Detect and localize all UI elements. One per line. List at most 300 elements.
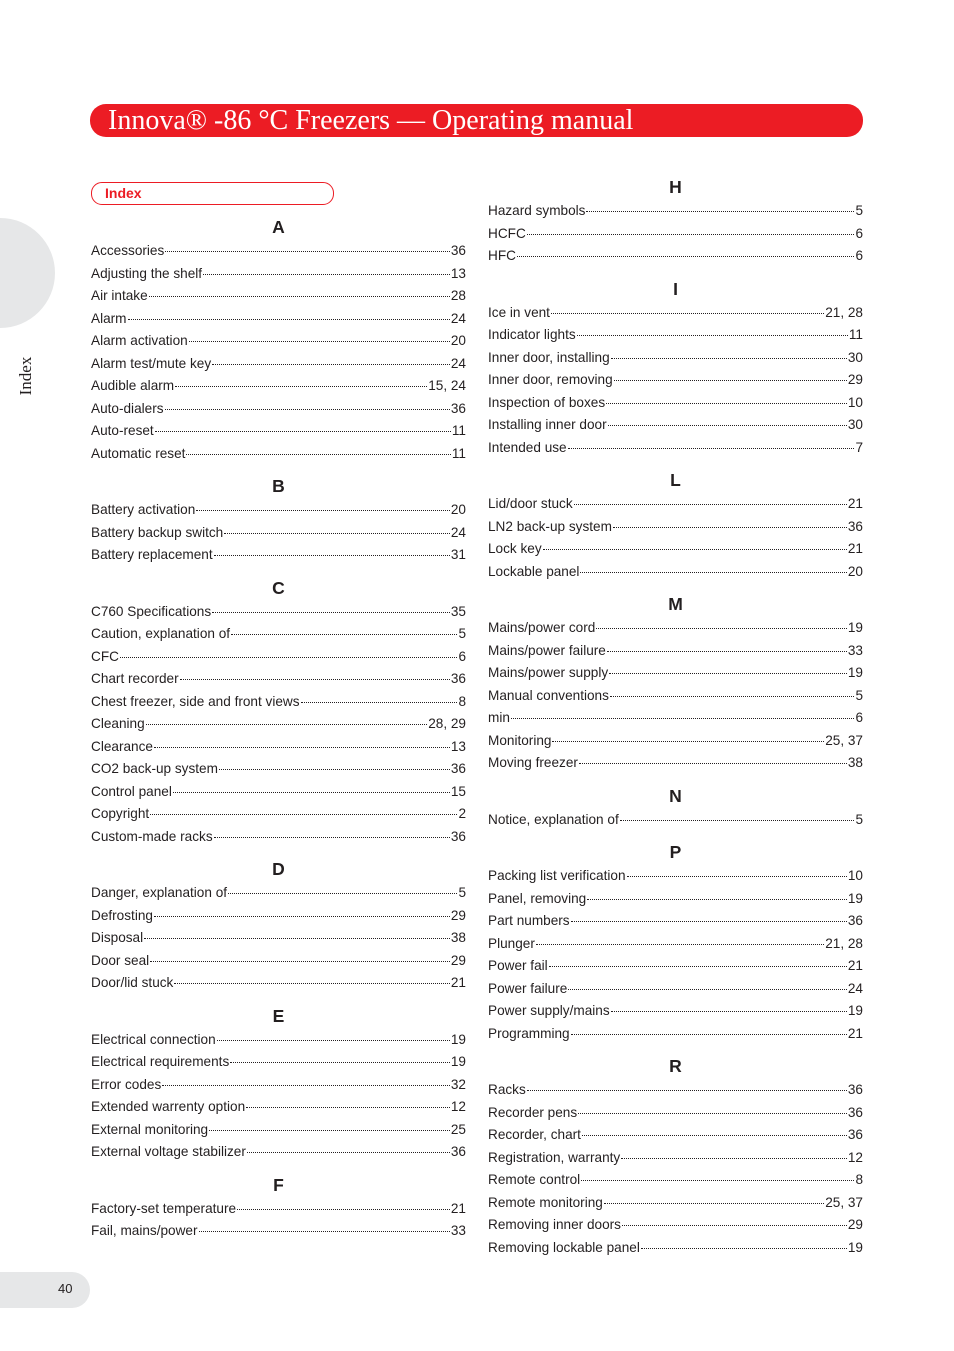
index-entry-pages: 32 bbox=[450, 1076, 466, 1092]
dot-leader bbox=[228, 893, 457, 894]
index-entry bbox=[488, 865, 863, 888]
index-entry-pages: 19 bbox=[450, 1031, 466, 1047]
index-letter-heading: R bbox=[669, 1056, 682, 1076]
index-entry bbox=[91, 1220, 466, 1243]
index-entry-pages: 21 bbox=[450, 1200, 466, 1216]
index-entry-pages: 6 bbox=[458, 648, 466, 664]
index-entry-pages: 21 bbox=[847, 496, 863, 511]
index-entry-term: Defrosting bbox=[91, 907, 153, 923]
index-entry-pages: 36 bbox=[450, 243, 466, 258]
index-entry bbox=[91, 905, 466, 928]
index-entry bbox=[91, 950, 466, 973]
index-entry-term: Inspection of boxes bbox=[488, 394, 606, 410]
index-letter-heading: E bbox=[272, 1005, 285, 1026]
dot-leader bbox=[577, 335, 848, 336]
index-entry bbox=[488, 662, 863, 685]
index-entry-term: Chart recorder bbox=[91, 671, 179, 686]
index-entry-term: Recorder, chart bbox=[488, 1127, 581, 1142]
index-entry-term: Part numbers bbox=[488, 913, 570, 928]
dot-leader bbox=[237, 1209, 450, 1210]
index-entry bbox=[488, 245, 863, 268]
index-entry-term: Panel, removing bbox=[488, 890, 587, 906]
index-entry bbox=[91, 240, 466, 263]
index-entry bbox=[91, 330, 466, 353]
index-group-n bbox=[488, 783, 863, 840]
index-entry-term: Moving freezer bbox=[488, 755, 578, 770]
index-letter-heading: I bbox=[673, 278, 678, 299]
dot-leader bbox=[527, 234, 855, 235]
index-group-f bbox=[91, 1172, 466, 1251]
dot-leader bbox=[165, 409, 450, 410]
index-letter-heading: M bbox=[668, 594, 683, 614]
index-group-b bbox=[91, 473, 466, 575]
index-entry bbox=[91, 713, 466, 736]
dot-leader bbox=[189, 341, 450, 342]
index-entry bbox=[91, 1096, 466, 1119]
index-entry-term: Air intake bbox=[91, 288, 148, 303]
index-entry-pages: 38 bbox=[450, 930, 466, 945]
dot-leader bbox=[586, 211, 854, 212]
index-entry-term: Indicator lights bbox=[488, 327, 576, 342]
index-entry bbox=[91, 601, 466, 624]
index-entry-pages: 6 bbox=[855, 710, 863, 725]
index-entry-pages: 13 bbox=[450, 738, 466, 754]
index-entry-pages: 25, 37 bbox=[825, 1194, 863, 1210]
index-letter-heading: N bbox=[669, 785, 682, 806]
index-entry-pages: 21, 28 bbox=[825, 304, 863, 320]
side-tab-label: Index bbox=[16, 356, 35, 396]
dot-leader bbox=[549, 966, 847, 967]
index-entry-pages: 29 bbox=[450, 952, 466, 968]
group-spacer bbox=[488, 775, 863, 783]
index-entry-term: Monitoring bbox=[488, 732, 552, 748]
index-entry-pages: 11 bbox=[848, 327, 863, 342]
index-entry-pages: 30 bbox=[847, 417, 863, 432]
index-entry bbox=[488, 538, 863, 561]
index-entry-pages: 8 bbox=[855, 1172, 863, 1187]
index-column-right bbox=[488, 174, 863, 1267]
index-entry bbox=[488, 730, 863, 753]
index-entry-term: Mains/power cord bbox=[488, 620, 596, 635]
group-spacer bbox=[488, 1045, 863, 1053]
dot-leader bbox=[203, 274, 450, 275]
dot-leader bbox=[606, 403, 847, 404]
index-entry-pages: 21 bbox=[847, 541, 863, 556]
index-entry-term: Clearance bbox=[91, 738, 153, 754]
index-entry-term: Programming bbox=[488, 1025, 570, 1041]
index-entry-term: Battery backup switch bbox=[91, 524, 224, 540]
index-entry-pages: 12 bbox=[450, 1099, 466, 1114]
dot-leader bbox=[571, 921, 847, 922]
index-entry-pages: 6 bbox=[855, 225, 863, 241]
index-entry-pages: 38 bbox=[847, 755, 863, 770]
index-entry bbox=[488, 437, 863, 460]
index-letter-heading: B bbox=[272, 476, 285, 496]
dot-leader bbox=[641, 1248, 847, 1249]
dot-leader bbox=[574, 504, 847, 505]
index-entry bbox=[91, 263, 466, 286]
dot-leader bbox=[186, 454, 450, 455]
index-entry-pages: 5 bbox=[855, 687, 863, 703]
index-entry-term: Fail, mains/power bbox=[91, 1223, 198, 1238]
group-spacer bbox=[91, 1164, 466, 1172]
dot-leader bbox=[180, 679, 450, 680]
index-entry-term: Registration, warranty bbox=[488, 1149, 621, 1165]
dot-leader bbox=[580, 572, 846, 573]
index-letter-heading: D bbox=[272, 859, 285, 879]
index-entry-term: Remote control bbox=[488, 1172, 581, 1187]
dot-leader bbox=[175, 386, 427, 387]
index-entry-pages: 21 bbox=[450, 975, 466, 990]
index-entry-pages: 36 bbox=[450, 400, 466, 416]
dot-leader bbox=[162, 1085, 450, 1086]
index-entry bbox=[91, 1051, 466, 1074]
index-entry-term: Copyright bbox=[91, 806, 150, 821]
index-entry-pages: 24 bbox=[450, 310, 466, 326]
index-entry-pages: 15, 24 bbox=[428, 378, 466, 393]
index-entry-term: Chest freezer, side and front views bbox=[91, 693, 300, 709]
index-entry bbox=[91, 522, 466, 545]
index-entry-term: Factory-set temperature bbox=[91, 1200, 237, 1216]
dot-leader bbox=[128, 319, 450, 320]
index-entry-term: Recorder pens bbox=[488, 1104, 578, 1120]
index-entry bbox=[488, 752, 863, 775]
index-entry-pages: 33 bbox=[847, 642, 863, 658]
index-group-p bbox=[488, 839, 863, 1053]
group-spacer bbox=[91, 465, 466, 473]
dot-leader bbox=[230, 1062, 450, 1063]
dot-leader bbox=[581, 1180, 854, 1181]
index-entry bbox=[488, 955, 863, 978]
index-entry bbox=[91, 803, 466, 826]
index-entry-pages: 29 bbox=[450, 907, 466, 923]
index-entry-term: Electrical requirements bbox=[91, 1054, 230, 1069]
index-entry-term: Mains/power supply bbox=[488, 665, 609, 680]
dot-leader bbox=[217, 1040, 450, 1041]
index-entry bbox=[91, 758, 466, 781]
index-entry bbox=[488, 493, 863, 516]
index-entry bbox=[488, 324, 863, 347]
index-entry bbox=[91, 544, 466, 567]
index-entry bbox=[91, 499, 466, 522]
index-entry-term: Cleaning bbox=[91, 716, 145, 731]
index-group-h bbox=[488, 174, 863, 276]
index-entry-term: min bbox=[488, 710, 510, 725]
group-spacer bbox=[91, 567, 466, 575]
index-entry-pages: 36 bbox=[847, 1104, 863, 1120]
index-entry-pages: 25 bbox=[450, 1121, 466, 1137]
index-entry-term: Auto-dialers bbox=[91, 400, 164, 416]
index-entry bbox=[91, 972, 466, 995]
index-entry-pages: 36 bbox=[450, 671, 466, 686]
index-entry bbox=[488, 347, 863, 370]
index-entry-pages: 2 bbox=[458, 806, 466, 821]
index-entry-pages: 25, 37 bbox=[825, 732, 863, 748]
dot-leader bbox=[199, 1231, 450, 1232]
dot-leader bbox=[149, 296, 450, 297]
index-letter-heading: H bbox=[669, 177, 682, 197]
index-entry-pages: 36 bbox=[847, 518, 863, 534]
index-entry-term: CO2 back-up system bbox=[91, 761, 218, 776]
index-entry bbox=[488, 561, 863, 584]
index-entry-pages: 19 bbox=[847, 1239, 863, 1255]
dot-leader bbox=[596, 628, 847, 629]
index-entry-term: HCFC bbox=[488, 225, 526, 241]
index-entry-pages: 12 bbox=[847, 1149, 863, 1165]
index-entry-term: Power failure bbox=[488, 980, 568, 996]
dot-leader bbox=[571, 1034, 847, 1035]
dot-leader bbox=[527, 1090, 847, 1091]
index-entry-term: Removing lockable panel bbox=[488, 1239, 640, 1255]
group-spacer bbox=[91, 995, 466, 1003]
index-entry-pages: 36 bbox=[847, 1127, 863, 1142]
index-entry bbox=[91, 1029, 466, 1052]
index-entry-pages: 8 bbox=[458, 693, 466, 709]
index-entry-pages: 5 bbox=[458, 885, 466, 900]
index-entry-term: Racks bbox=[488, 1082, 526, 1097]
index-entry-term: Remote monitoring bbox=[488, 1194, 603, 1210]
index-entry-term: Power fail bbox=[488, 958, 548, 973]
index-entry bbox=[488, 200, 863, 223]
index-entry-pages: 28 bbox=[450, 288, 466, 303]
dot-leader bbox=[620, 820, 855, 821]
dot-leader bbox=[173, 792, 450, 793]
index-entry-pages: 20 bbox=[450, 502, 466, 517]
index-entry-term: Intended use bbox=[488, 439, 567, 455]
dot-leader bbox=[613, 527, 847, 528]
index-entry-pages: 15 bbox=[450, 783, 466, 799]
index-entry-term: Battery activation bbox=[91, 502, 196, 517]
index-group-c bbox=[91, 575, 466, 857]
group-spacer bbox=[91, 1243, 466, 1251]
dot-leader bbox=[154, 916, 450, 917]
index-entry-pages: 36 bbox=[847, 1082, 863, 1097]
dot-leader bbox=[224, 533, 450, 534]
index-entry bbox=[488, 1169, 863, 1192]
index-entry-pages: 10 bbox=[847, 868, 863, 883]
dot-leader bbox=[120, 657, 457, 658]
index-group-d bbox=[91, 856, 466, 1003]
index-entry-term: Mains/power failure bbox=[488, 642, 606, 658]
dot-leader bbox=[155, 431, 451, 432]
index-entry-term: Extended warrenty option bbox=[91, 1099, 246, 1114]
index-group-m bbox=[488, 591, 863, 783]
dot-leader bbox=[552, 741, 824, 742]
index-entry-pages: 13 bbox=[450, 265, 466, 281]
index-entry bbox=[91, 398, 466, 421]
index-entry-term: Accessories bbox=[91, 243, 165, 258]
index-entry-pages: 35 bbox=[450, 603, 466, 619]
index-entry bbox=[91, 443, 466, 466]
index-entry bbox=[91, 353, 466, 376]
index-letter-heading: L bbox=[670, 470, 681, 490]
index-entry-term: Notice, explanation of bbox=[488, 811, 619, 827]
dot-leader bbox=[209, 1130, 450, 1131]
dot-leader bbox=[165, 251, 450, 252]
index-entry-pages: 28, 29 bbox=[428, 716, 466, 731]
index-entry bbox=[488, 302, 863, 325]
index-entry-pages: 5 bbox=[855, 203, 863, 218]
group-spacer bbox=[488, 831, 863, 839]
index-entry-term: Control panel bbox=[91, 783, 172, 799]
dot-leader bbox=[219, 769, 450, 770]
index-entry bbox=[488, 888, 863, 911]
index-entry-term: Power supply/mains bbox=[488, 1003, 610, 1018]
dot-leader bbox=[608, 425, 847, 426]
index-entry-term: Packing list verification bbox=[488, 868, 626, 883]
index-entry-term: Lock key bbox=[488, 541, 542, 556]
index-entry bbox=[488, 1000, 863, 1023]
group-spacer bbox=[488, 1259, 863, 1267]
dot-leader bbox=[609, 673, 847, 674]
index-entry-pages: 19 bbox=[847, 890, 863, 906]
index-entry-pages: 31 bbox=[450, 547, 466, 562]
section-tab-label: Index bbox=[105, 185, 142, 201]
index-entry bbox=[91, 826, 466, 849]
dot-leader bbox=[174, 983, 450, 984]
index-column-left bbox=[91, 214, 466, 1251]
index-letter-heading: F bbox=[273, 1174, 284, 1195]
index-entry-term: Inner door, removing bbox=[488, 372, 613, 387]
index-entry bbox=[488, 1023, 863, 1046]
index-entry bbox=[91, 1074, 466, 1097]
index-entry-term: Custom-made racks bbox=[91, 828, 213, 844]
index-entry-term: Audible alarm bbox=[91, 378, 175, 393]
index-entry bbox=[91, 623, 466, 646]
index-letter-heading: P bbox=[669, 842, 682, 862]
index-entry bbox=[91, 781, 466, 804]
index-group-r bbox=[488, 1053, 863, 1267]
index-group-e bbox=[91, 1003, 466, 1172]
index-entry bbox=[488, 809, 863, 832]
index-entry bbox=[488, 707, 863, 730]
index-entry bbox=[488, 640, 863, 663]
index-entry bbox=[91, 927, 466, 950]
index-entry-term: HFC bbox=[488, 248, 516, 263]
header-banner bbox=[90, 104, 863, 137]
index-entry-term: Battery replacement bbox=[91, 547, 213, 562]
dot-leader bbox=[247, 1152, 450, 1153]
index-entry bbox=[488, 369, 863, 392]
dot-leader bbox=[511, 718, 855, 719]
index-entry bbox=[488, 685, 863, 708]
dot-leader bbox=[568, 448, 855, 449]
index-entry-term: Alarm test/mute key bbox=[91, 355, 212, 371]
dot-leader bbox=[214, 555, 450, 556]
dot-leader bbox=[517, 256, 854, 257]
dot-leader bbox=[607, 651, 847, 652]
index-entry-pages: 29 bbox=[847, 1217, 863, 1232]
index-entry bbox=[488, 1079, 863, 1102]
dot-leader bbox=[144, 938, 450, 939]
index-entry bbox=[91, 308, 466, 331]
dot-leader bbox=[622, 1225, 847, 1226]
index-entry-term: Automatic reset bbox=[91, 445, 186, 461]
dot-leader bbox=[150, 814, 457, 815]
index-entry bbox=[488, 392, 863, 415]
index-entry bbox=[91, 420, 466, 443]
dot-leader bbox=[150, 961, 450, 962]
index-entry-pages: 19 bbox=[847, 620, 863, 635]
index-entry-term: C760 Specifications bbox=[91, 603, 212, 619]
index-entry-term: Removing inner doors bbox=[488, 1217, 621, 1232]
index-entry bbox=[91, 285, 466, 308]
index-entry-pages: 20 bbox=[450, 333, 466, 348]
index-entry-pages: 19 bbox=[847, 1003, 863, 1018]
index-entry-term: Lockable panel bbox=[488, 563, 580, 579]
index-entry-term: LN2 back-up system bbox=[488, 518, 612, 534]
dot-leader bbox=[536, 944, 824, 945]
index-entry-pages: 21 bbox=[847, 958, 863, 973]
index-entry bbox=[91, 736, 466, 759]
side-tab bbox=[0, 218, 55, 328]
index-entry-term: Disposal bbox=[91, 930, 144, 945]
dot-leader bbox=[543, 549, 847, 550]
dot-leader bbox=[621, 1158, 847, 1159]
index-entry-term: Danger, explanation of bbox=[91, 885, 228, 900]
index-entry bbox=[488, 933, 863, 956]
index-entry-pages: 24 bbox=[450, 524, 466, 540]
index-entry-pages: 11 bbox=[451, 445, 466, 461]
dot-leader bbox=[604, 1203, 824, 1204]
index-entry-pages: 24 bbox=[450, 355, 466, 371]
index-entry bbox=[91, 375, 466, 398]
index-entry-term: External monitoring bbox=[91, 1121, 209, 1137]
dot-leader bbox=[246, 1107, 450, 1108]
index-entry-pages: 36 bbox=[450, 761, 466, 776]
index-group-a bbox=[91, 214, 466, 473]
index-entry bbox=[488, 978, 863, 1001]
index-entry bbox=[488, 1102, 863, 1125]
index-entry bbox=[488, 617, 863, 640]
index-entry-pages: 11 bbox=[451, 423, 466, 438]
index-entry bbox=[91, 691, 466, 714]
dot-leader bbox=[627, 876, 847, 877]
index-group-l bbox=[488, 467, 863, 591]
index-entry bbox=[488, 910, 863, 933]
index-entry bbox=[488, 1147, 863, 1170]
index-entry-term: Hazard symbols bbox=[488, 203, 586, 218]
index-entry-pages: 6 bbox=[855, 248, 863, 263]
index-entry-pages: 30 bbox=[847, 349, 863, 365]
index-entry bbox=[91, 1119, 466, 1142]
index-group-i bbox=[488, 276, 863, 468]
index-entry-pages: 36 bbox=[847, 913, 863, 928]
dot-leader bbox=[578, 1113, 847, 1114]
dot-leader bbox=[301, 702, 458, 703]
dot-leader bbox=[551, 313, 824, 314]
index-entry-term: Electrical connection bbox=[91, 1031, 216, 1047]
index-entry-term: Lid/door stuck bbox=[488, 496, 573, 511]
document-title: Innova® -86 °C Freezers — Operating manual bbox=[108, 105, 634, 136]
group-spacer bbox=[488, 459, 863, 467]
index-entry-term: Alarm activation bbox=[91, 333, 188, 348]
index-entry-pages: 36 bbox=[450, 828, 466, 844]
index-entry-pages: 10 bbox=[847, 394, 863, 410]
index-entry bbox=[488, 1214, 863, 1237]
dot-leader bbox=[212, 612, 450, 613]
index-entry bbox=[488, 1192, 863, 1215]
index-entry bbox=[488, 1237, 863, 1260]
index-entry-pages: 19 bbox=[847, 665, 863, 680]
index-entry bbox=[91, 668, 466, 691]
page-number-tab bbox=[0, 1272, 90, 1308]
index-entry-term: Adjusting the shelf bbox=[91, 265, 203, 281]
index-entry-pages: 36 bbox=[450, 1144, 466, 1159]
index-entry-term: Ice in vent bbox=[488, 304, 550, 320]
index-entry-pages: 5 bbox=[855, 811, 863, 827]
index-entry-pages: 24 bbox=[847, 980, 863, 996]
